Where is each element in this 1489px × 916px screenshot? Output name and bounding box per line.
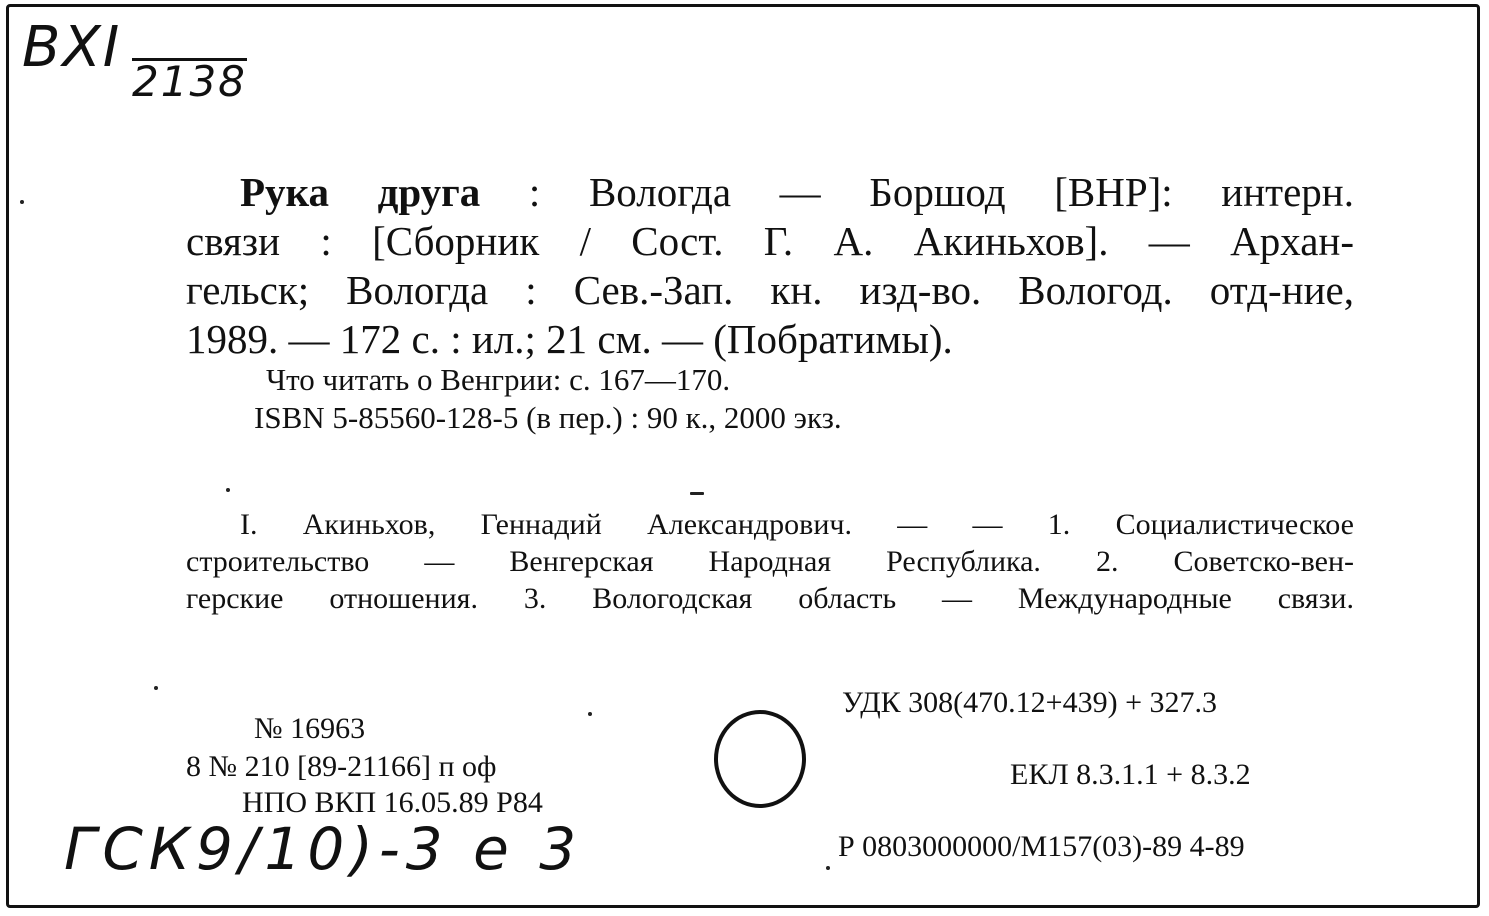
tracing-block [186, 506, 1354, 617]
scan-speck [826, 866, 830, 870]
handwritten-shelf-code: BXI [22, 15, 122, 80]
tracing-line-2: строительство — Венгерская Народная Республика. 2. Советско-вен- [186, 545, 1354, 578]
entry-line-1-rest: : Вологда — Боршод [ВНР]: интерн. [480, 169, 1354, 215]
book-title: Рука друга [240, 169, 481, 215]
order-number: 8 № 210 [89-21166] п оф [186, 750, 497, 783]
handwritten-shelf-number: 2138 [132, 57, 247, 106]
scan-speck [588, 712, 592, 716]
publisher-code: НПО ВКП 16.05.89 Р84 [242, 786, 543, 819]
bibliography-note: Что читать о Венгрии: с. 167—170. [266, 362, 731, 397]
entry-line-2: связи : [Сборник / Сост. Г. А. Акиньхов]. — Архан- [186, 218, 1354, 264]
classification-p-code: Р 0803000000/М157(03)-89 4-89 [838, 830, 1245, 863]
scan-speck [226, 488, 230, 492]
handwritten-bottom-note: ГСК9/10)-3 е 3 [64, 815, 583, 883]
scan-speck [20, 200, 24, 204]
udk-code: УДК 308(470.12+439) + 327.3 [842, 686, 1217, 719]
entry-line-4: 1989. — 172 с. : ил.; 21 см. — (Побратимы). [186, 316, 953, 362]
accession-number: № 16963 [254, 712, 366, 745]
punch-hole-circle [714, 710, 806, 808]
entry-line-1 [186, 168, 1354, 217]
isbn-note: ISBN 5-85560-128-5 (в пер.) : 90 к., 2000 экз. [254, 400, 842, 435]
scan-speck [690, 492, 704, 495]
tracing-line-3: герские отношения. 3. Вологодская область — Международные связи. [186, 582, 1354, 615]
ekl-code: ЕКЛ 8.3.1.1 + 8.3.2 [1010, 758, 1251, 791]
main-bibliographic-entry [186, 168, 1354, 364]
tracing-line-1: I. Акиньхов, Геннадий Александрович. — — 1. Социалистическое [240, 508, 1354, 541]
entry-line-3: гельск; Вологда : Сев.-Зап. кн. изд-во. Вологод. отд-ние, [186, 267, 1354, 313]
scan-speck [154, 686, 158, 690]
